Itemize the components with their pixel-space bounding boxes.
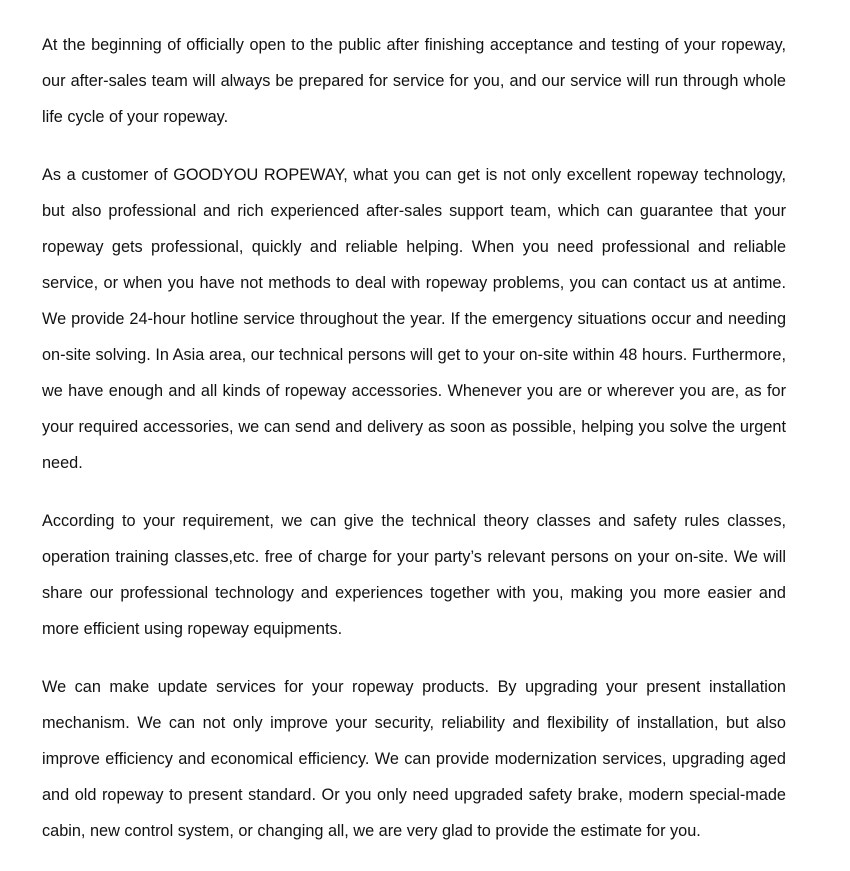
document-body <box>42 27 786 871</box>
paragraph-update-services: We can make update services for your ropeway products. By upgrading your present installation mechanism. We can not only improve your security, reliability and flexibility of installation, but also improve efficiency and economical efficiency. We can provide modernization services, upgrading aged and old ropeway to present standard. Or you only need upgraded safety brake, modern special-made cabin, new control system, or changing all, we are very glad to provide the estimate for you. <box>42 678 786 840</box>
paragraph-training-classes: According to your requirement, we can give the technical theory classes and safety rules classes, operation training classes,etc. free of charge for your party’s relevant persons on your on-site. We will share our professional technology and experiences together with you, making you more easier and more efficient using ropeway equipments. <box>42 512 786 638</box>
paragraph-after-sales-intro: At the beginning of officially open to the public after finishing acceptance and testing of your ropeway, our after-sales team will always be prepared for service for you, and our service will run through whole life cycle of your ropeway. <box>42 36 786 126</box>
paragraph-support-team: As a customer of GOODYOU ROPEWAY, what you can get is not only excellent ropeway technology, but also professional and rich experienced after-sales support team, which can guarantee that your ropeway gets professional, quickly and reliable helping. When you need professional and reliable service, or when you have not methods to deal with ropeway problems, you can contact us at antime. We provide 24-hour hotline service throughout the year. If the emergency situations occur and needing on-site solving. In Asia area, our technical persons will get to your on-site within 48 hours. Furthermore, we have enough and all kinds of ropeway accessories. Whenever you are or wherever you are, as for your required accessories, we can send and delivery as soon as possible, helping you solve the urgent need. <box>42 166 786 472</box>
